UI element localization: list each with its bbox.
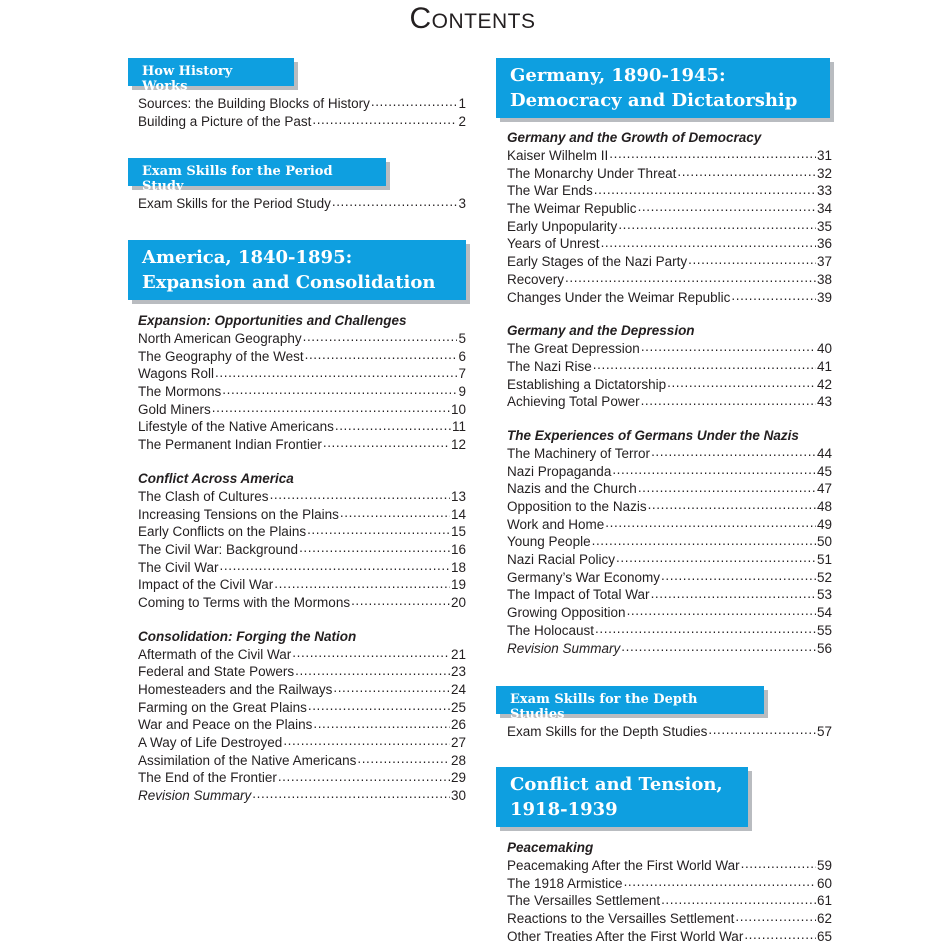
toc-entry-title: The Civil War: Background (138, 541, 299, 557)
toc-entry[interactable] (138, 418, 466, 436)
toc-entry[interactable] (138, 113, 466, 131)
toc-entry-page: 25 (450, 699, 466, 715)
toc-entry[interactable] (507, 445, 832, 463)
dot-leader (212, 402, 450, 414)
toc-entry-page: 28 (450, 752, 466, 768)
group-spacer (138, 612, 466, 628)
toc-entry-title: Revision Summary (507, 640, 621, 656)
toc-entry[interactable] (138, 436, 466, 454)
toc-entry[interactable] (507, 358, 832, 376)
toc-entry-page: 1 (458, 96, 466, 111)
toc-entry[interactable] (507, 516, 832, 534)
toc-entry[interactable] (507, 533, 832, 551)
toc-entry-title: Increasing Tensions on the Plains (138, 506, 339, 522)
toc-entry-page: 30 (450, 788, 466, 804)
dot-leader (624, 876, 816, 888)
toc-entry-title: Work and Home (507, 516, 605, 532)
toc-entry[interactable] (138, 787, 466, 805)
toc-entry-title: Early Unpopularity (507, 218, 618, 234)
toc-entry[interactable] (138, 401, 466, 419)
toc-entry[interactable] (507, 271, 832, 289)
dot-leader (735, 911, 816, 923)
toc-entry-title: Nazi Propaganda (507, 463, 612, 479)
toc-entry-page: 50 (816, 534, 832, 550)
toc-subheading: Expansion: Opportunities and Challenges (138, 313, 407, 328)
dot-leader (688, 254, 816, 266)
toc-entry[interactable] (138, 365, 466, 383)
toc-entry-title: Assimilation of the Native Americans (138, 752, 357, 768)
toc-entry-title: The 1918 Armistice (507, 875, 623, 891)
dot-leader (677, 166, 816, 178)
toc-entry-page: 40 (816, 341, 832, 357)
dot-leader (565, 272, 816, 284)
dot-leader (627, 605, 816, 617)
toc-entry[interactable] (138, 348, 466, 366)
section-box-title-line2: Democracy and Dictatorship (510, 90, 798, 111)
toc-entry-page: 31 (816, 148, 832, 163)
section-box-conflict-tension (496, 767, 748, 827)
toc-entry-page: 53 (816, 587, 832, 603)
toc-entry-title: Growing Opposition (507, 605, 626, 621)
toc-entry-title: War and Peace on the Plains (138, 717, 313, 733)
toc-entry-title: Impact of the Civil War (138, 577, 274, 593)
dot-leader (741, 858, 816, 870)
toc-entry[interactable] (138, 523, 466, 541)
dot-leader (292, 647, 450, 659)
toc-entry[interactable] (138, 541, 466, 559)
toc-entry-title: The End of the Frontier (138, 770, 277, 786)
dot-leader (641, 394, 816, 406)
toc-entry[interactable] (507, 892, 832, 910)
toc-entry[interactable] (138, 383, 466, 401)
dot-leader (594, 183, 816, 195)
toc-entry-page: 23 (450, 664, 466, 680)
toc-entry-title: Federal and State Powers (138, 664, 295, 680)
toc-entry-page: 55 (816, 622, 832, 638)
toc-entry[interactable] (138, 716, 466, 734)
toc-entry-page: 6 (458, 348, 466, 364)
toc-entry[interactable] (507, 928, 832, 945)
toc-entry[interactable] (507, 586, 832, 604)
toc-entry[interactable] (507, 147, 832, 165)
toc-entry-title: The Versailles Settlement (507, 893, 661, 909)
toc-entry-page: 24 (450, 682, 466, 697)
toc-entry-title: Coming to Terms with the Mormons (138, 594, 351, 610)
toc-entry[interactable] (138, 330, 466, 348)
section-box-label: How History Works (142, 64, 233, 94)
dot-leader (601, 236, 816, 248)
toc-entry-page: 13 (450, 488, 466, 504)
toc-entry-title: Establishing a Dictatorship (507, 376, 667, 392)
toc-entry[interactable] (507, 551, 832, 569)
toc-entry-page: 47 (816, 481, 832, 497)
toc-entry-page: 56 (816, 640, 832, 656)
toc-entry-title: The Clash of Cultures (138, 488, 269, 504)
dot-leader (371, 96, 458, 108)
toc-entry[interactable] (138, 488, 466, 506)
toc-entry-page: 12 (450, 437, 466, 453)
dot-leader (638, 481, 816, 493)
dot-leader (592, 534, 816, 546)
toc-entry[interactable] (507, 376, 832, 394)
section-box-label: Exam Skills for the Period Study (142, 164, 333, 194)
toc-subheading: Conflict Across America (138, 470, 294, 486)
dot-leader (641, 341, 816, 353)
toc-list-exam-skills-period (138, 195, 466, 213)
toc-entry-title: Gold Miners (138, 401, 211, 417)
toc-entry[interactable] (138, 195, 466, 213)
group-spacer (507, 306, 832, 322)
dot-leader (595, 623, 816, 635)
toc-entry[interactable] (507, 463, 832, 481)
dot-leader (323, 437, 450, 449)
dot-leader (220, 560, 450, 572)
dot-leader (307, 524, 450, 536)
toc-entry-page: 52 (816, 569, 832, 585)
dot-leader (278, 770, 450, 782)
section-box-title-line1: America, 1840-1895: (142, 247, 353, 268)
dot-leader (612, 464, 816, 476)
dot-leader (222, 384, 457, 396)
toc-entry-page: 61 (816, 893, 832, 909)
toc-entry-page: 35 (816, 218, 832, 234)
toc-entry-page: 43 (816, 394, 832, 410)
toc-entry-title: The Civil War (138, 559, 219, 575)
dot-leader (744, 929, 816, 941)
toc-entry-page: 27 (450, 735, 466, 751)
toc-entry-title: Farming on the Great Plains (138, 699, 307, 715)
dot-leader (618, 219, 816, 231)
dot-leader (252, 788, 450, 800)
toc-entry-title: Revision Summary (138, 788, 252, 804)
dot-leader (308, 700, 450, 712)
toc-entry-page: 2 (458, 113, 466, 129)
toc-entry[interactable] (138, 576, 466, 594)
toc-entry-title: Other Treaties After the First World War (507, 928, 744, 944)
dot-leader (295, 664, 450, 676)
toc-entry[interactable] (138, 699, 466, 717)
toc-entry-page: 10 (450, 401, 466, 417)
dot-leader (609, 148, 816, 160)
toc-entry-page: 59 (816, 858, 832, 873)
dot-leader (274, 577, 450, 589)
toc-entry[interactable] (507, 165, 832, 183)
section-box-label: Exam Skills for the Depth Studies (510, 692, 698, 722)
toc-entry[interactable] (138, 594, 466, 612)
toc-entry-title: The Impact of Total War (507, 587, 650, 603)
toc-entry-page: 34 (816, 201, 832, 217)
toc-entry-page: 54 (816, 605, 832, 621)
dot-leader (340, 507, 450, 519)
toc-entry-page: 42 (816, 376, 832, 392)
dot-leader (351, 595, 450, 607)
toc-entry-title: Homesteaders and the Railways (138, 682, 333, 697)
toc-entry-title: The Nazi Rise (507, 358, 592, 374)
toc-entry-page: 20 (450, 594, 466, 610)
toc-entry-title: Exam Skills for the Period Study (138, 196, 331, 211)
dot-leader (299, 542, 450, 554)
toc-entry-page: 16 (450, 541, 466, 557)
toc-entry-page: 18 (450, 559, 466, 575)
toc-entry-page: 45 (816, 463, 832, 479)
dot-leader (651, 587, 816, 599)
toc-entry-title: The Weimar Republic (507, 201, 637, 217)
toc-entry-page: 57 (816, 724, 832, 739)
toc-entry-page: 44 (816, 445, 832, 461)
toc-entry[interactable] (507, 182, 832, 200)
section-box-title-line1: Germany, 1890-1945: (510, 65, 726, 86)
toc-entry-title: A Way of Life Destroyed (138, 735, 283, 751)
toc-entry[interactable] (138, 95, 466, 113)
toc-entry-title: The Mormons (138, 384, 222, 400)
toc-entry[interactable] (507, 480, 832, 498)
toc-entry-title: Nazis and the Church (507, 481, 637, 497)
toc-entry-title: The Monarchy Under Threat (507, 165, 677, 181)
toc-entry-page: 51 (816, 552, 832, 568)
toc-entry-page: 39 (816, 289, 832, 305)
toc-entry-page: 49 (816, 516, 832, 532)
toc-groups-germany (507, 129, 832, 657)
dot-leader (303, 331, 458, 343)
toc-entry-page: 19 (450, 577, 466, 593)
toc-entry-title: The Holocaust (507, 622, 595, 638)
toc-entry-title: Early Conflicts on the Plains (138, 524, 307, 540)
toc-entry[interactable] (507, 498, 832, 516)
toc-group-peacemaking (507, 839, 832, 945)
dot-leader (605, 517, 816, 529)
section-box-exam-skills-period (128, 158, 386, 194)
toc-entry-title: Recovery (507, 271, 565, 287)
dot-leader (638, 201, 816, 213)
toc-entry-title: Exam Skills for the Depth Studies (507, 724, 708, 739)
toc-entry[interactable] (507, 253, 832, 271)
toc-entry-title: The Machinery of Terror (507, 445, 651, 461)
toc-entry-page: 36 (816, 236, 832, 252)
dot-leader (270, 489, 450, 501)
toc-entry-page: 62 (816, 911, 832, 927)
toc-entry-page: 37 (816, 254, 832, 270)
toc-entry-title: North American Geography (138, 331, 302, 346)
toc-entry[interactable] (507, 393, 832, 411)
toc-entry[interactable] (507, 235, 832, 253)
section-box-title-line2: 1918-1939 (510, 799, 618, 820)
toc-entry[interactable] (507, 875, 832, 893)
dot-leader (621, 641, 816, 653)
dot-leader (335, 419, 451, 431)
toc-entry[interactable] (138, 681, 466, 699)
group-spacer (507, 411, 832, 427)
dot-leader (333, 682, 450, 694)
toc-entry-title: Peacemaking After the First World War (507, 858, 740, 873)
toc-entry[interactable] (138, 663, 466, 681)
toc-entry[interactable] (507, 218, 832, 236)
section-box-exam-skills-depth (496, 686, 764, 722)
toc-entry-title: Years of Unrest (507, 236, 600, 252)
toc-entry-title: Germany’s War Economy (507, 569, 661, 585)
toc-entry[interactable] (507, 569, 832, 587)
dot-leader (332, 196, 458, 208)
toc-entry[interactable] (138, 646, 466, 664)
toc-subheading: Germany and the Depression (507, 323, 695, 339)
section-box-title-line2: Expansion and Consolidation (142, 272, 436, 293)
toc-entry[interactable] (138, 769, 466, 787)
dot-leader (305, 349, 458, 361)
toc-entry-page: 5 (458, 331, 466, 346)
toc-subheading: The Experiences of Germans Under the Nazis (507, 427, 799, 443)
toc-entry[interactable] (507, 640, 832, 658)
toc-entry-page: 7 (458, 366, 466, 382)
toc-entry[interactable] (507, 289, 832, 307)
toc-entry-title: Reactions to the Versailles Settlement (507, 911, 735, 927)
section-box-title-line1: Conflict and Tension, (510, 774, 723, 795)
dot-leader (215, 366, 457, 378)
toc-entry-title: Nazi Racial Policy (507, 552, 616, 568)
dot-leader (661, 893, 816, 905)
toc-entry[interactable] (507, 857, 832, 875)
dot-leader (667, 377, 816, 389)
toc-entry-title: Wagons Roll (138, 366, 215, 382)
toc-entry-page: 48 (816, 499, 832, 514)
toc-entry-title: Early Stages of the Nazi Party (507, 254, 688, 270)
toc-groups-america (138, 312, 466, 805)
toc-list-exam-skills-depth (507, 723, 832, 741)
toc-entry[interactable] (507, 622, 832, 640)
group-spacer (138, 454, 466, 470)
toc-entry-page: 15 (450, 524, 466, 540)
toc-entry[interactable] (507, 340, 832, 358)
dot-leader (651, 446, 816, 458)
toc-entry-title: Building a Picture of the Past (138, 113, 312, 129)
toc-entry-page: 33 (816, 183, 832, 199)
toc-entry-title: The Great Depression (507, 341, 640, 357)
toc-list-how-history-works (138, 95, 466, 130)
toc-entry-page: 41 (816, 358, 832, 374)
section-box-how-history-works (128, 58, 294, 94)
page-title: Contents (409, 2, 536, 35)
toc-entry-page: 14 (450, 506, 466, 522)
section-box-america (128, 240, 466, 300)
toc-entry-page: 26 (450, 717, 466, 733)
toc-entry[interactable] (507, 910, 832, 928)
toc-entry[interactable] (138, 752, 466, 770)
toc-entry-title: Achieving Total Power (507, 394, 640, 410)
toc-entry-title: Opposition to the Nazis (507, 499, 647, 514)
dot-leader (357, 753, 450, 765)
toc-entry-title: Aftermath of the Civil War (138, 646, 292, 662)
toc-entry[interactable] (138, 506, 466, 524)
toc-entry-title: The Permanent Indian Frontier (138, 437, 322, 453)
toc-entry-page: 9 (458, 384, 466, 400)
toc-entry-title: Sources: the Building Blocks of History (138, 96, 370, 111)
dot-leader (283, 735, 450, 747)
toc-entry[interactable] (138, 734, 466, 752)
toc-entry[interactable] (507, 200, 832, 218)
toc-entry[interactable] (138, 559, 466, 577)
toc-entry-title: Lifestyle of the Native Americans (138, 419, 334, 435)
toc-entry-page: 38 (816, 271, 832, 287)
dot-leader (616, 552, 816, 564)
section-box-germany (496, 58, 830, 118)
toc-entry-page: 60 (816, 875, 832, 891)
dot-leader (708, 724, 816, 736)
toc-subheading: Peacemaking (507, 840, 594, 855)
toc-entry-page: 21 (450, 646, 466, 662)
dot-leader (648, 499, 816, 511)
toc-entry-page: 11 (451, 419, 466, 435)
toc-entry-title: Changes Under the Weimar Republic (507, 289, 731, 305)
dot-leader (661, 570, 816, 582)
toc-entry-title: Young People (507, 534, 591, 550)
toc-subheading: Germany and the Growth of Democracy (507, 130, 762, 145)
dot-leader (312, 114, 457, 126)
toc-entry-page: 65 (816, 928, 832, 944)
toc-entry-page: 29 (450, 770, 466, 786)
toc-subheading: Consolidation: Forging the Nation (138, 628, 357, 644)
toc-entry[interactable] (507, 604, 832, 622)
toc-entry-page: 3 (458, 196, 466, 211)
dot-leader (731, 290, 816, 302)
toc-entry[interactable] (507, 723, 832, 741)
dot-leader (593, 359, 816, 371)
toc-entry-title: The War Ends (507, 183, 593, 199)
toc-entry-page: 32 (816, 165, 832, 181)
dot-leader (313, 717, 450, 729)
toc-entry-title: The Geography of the West (138, 348, 304, 364)
toc-entry-title: Kaiser Wilhelm II (507, 148, 609, 163)
